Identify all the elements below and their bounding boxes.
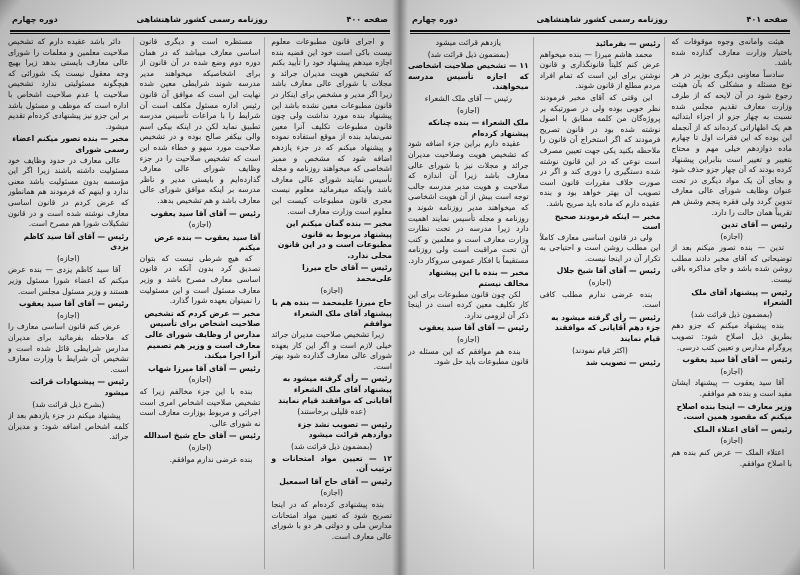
page-number: صفحه ۴۰۰ <box>346 14 388 24</box>
speaker-line: رئیس — رأی گرفته میشود به جزء دهم آقایانی که موافقند قیام نمایند <box>551 312 661 344</box>
stage-note: (بمضمون ذیل قرائت شد) <box>691 309 773 319</box>
speaker-line: وزیر معارف — اینجا بنده اصلاح میکنم که مقصود همین است. <box>676 401 792 422</box>
section-heading: رئیس — آقای ملک الشعراء <box>424 93 512 103</box>
paragraph: این وقتی که آقای مخبر فرمودند نظر خوبی بوده ولی در صورتیکه بر پروژه‌گان من کلمه مطابق با اصول نوشته شده بود در قانون تصریح فرمودند که اگر استخراج آن قانون را ملاحظه بکنید یکی جهت تعیین مصرف است نوعی که در این قانون نوشته شده دستگیری را دوری کند و اگر در صورت خلاف مقررات قانون است تصویب آن بهتر خواهد بود و بنده عقیده دارم که ماده باید صریح باشد. <box>539 92 661 208</box>
stage-note: (اجازه) <box>456 105 480 115</box>
paragraph: عقیده دارم براین جزء اضافه شود که تشخیص هویت وصلاحیت مدیران جرائد و مجلات نیز با شورای عالی معارف باشد زیرا آن اندازه که صلاحیت و هویت مدیر مدرسه جالب توجه است بیش از آن هویت اشخاصی که میخواهند مدیر روزنامه شوند و روزنامه و مجله تأسیس نمایند اهمیت دارد زیرا مدرسه در تحت نظارت وزارت معارف است و معلمین و کتب آن تحت مراقبت است ولی روزنامه مستقیماً با افکار عمومی سروکار دارد. <box>407 139 529 265</box>
text-column <box>671 37 792 569</box>
speaker-line: حاج میرزا علیمحمد — بنده هم با پیشنهاد آقای ملک الشعراء موافقم <box>272 298 392 329</box>
page-header <box>412 12 788 26</box>
volume-label: دوره چهارم <box>12 14 58 24</box>
stage-note: (اجازه) <box>188 442 212 452</box>
speaker-line: رئیس — آقای حاج آقا اسمعیل <box>279 476 392 486</box>
stage-note: (اجازه) <box>320 488 344 498</box>
speaker-line: رئیس — آقای آقا سید یعقوب <box>150 208 261 218</box>
speaker-line: رئیس — آقای تدین <box>721 220 792 230</box>
speaker-line: رئیس — آقای حاج شیخ اسدالله <box>143 431 261 441</box>
speaker-line: رئیس — تصویب نشد جزء دوازدهم قرائت میشود <box>297 419 392 440</box>
stage-note: (اجازه) <box>188 220 212 230</box>
stage-note: (اجازه) <box>720 436 744 446</box>
paragraph: عرض کنم قانون اساسی معارف را که ملاحظه بفرمائید برای مدیران مدارس شرایطی قائل شده است و تشخیص آن شرایط با وزارت معارف است. <box>7 322 129 374</box>
paragraph: بنده پیشنهادی کرده‌ام که در اینجا تصریح شود که تعیین مواد امتحانات مدارس ملی و دولتی هر دو با شورای عالی معارف است. <box>271 499 392 541</box>
paragraph: بنده با این جزء مخالفم زیرا که تشخیص صلاحیت اشخاص امری است اجرائی و مربوط بوزارت معارف است نه شورای عالی. <box>139 387 261 428</box>
paragraph: تدین — بنده تصور میکنم بعد از توضیحاتی که آقای مخبر دادند مطلب روشن شده باشد و جای مذاکره باقی نیست. <box>671 243 792 285</box>
paragraph: ولی در قانون اساسی معارف کاملاً این مطلب روشن است و احتیاجی به تکرار آن در اینجا نیست. <box>539 232 661 263</box>
paragraph: اعتلاء الملک — عرض کنم بنده هم با اصلاح موافقم. <box>671 447 792 468</box>
paragraph: عالی معارف در حدود وظایف خود مسئولیت داشته باشند زیرا اگر این مؤسسه بدون مسئولیت باشد معنی ندارد و اینهم که فرمودند هم همانطور که عرض کردم در قانون اساسی معارف نوشته شده است و در قانون تشکیلات شورا هم مصرح است. <box>7 155 129 229</box>
paragraph: لکن چون قانون مطبوعات برای این کار تکلیف معین کرده است در اینجا ذکر آن لزومی ندارد. <box>407 289 529 320</box>
speaker-line: رئیس — آقای آقا سید یعقوب <box>19 299 129 309</box>
text-columns <box>408 37 792 569</box>
speaker-line: آقا سید یعقوب — بنده عرض میکنم <box>154 232 261 253</box>
volume-label: دوره چهارم <box>412 14 458 24</box>
stage-note: (اجازه) <box>56 310 80 320</box>
speaker-line: رئیس — تصویب شد <box>585 358 661 368</box>
stage-note: (اجازه) <box>588 278 612 288</box>
stage-note: (اجازه) <box>56 253 80 263</box>
stage-note: (عده قلیلی برخاستند) <box>297 407 367 417</box>
speaker-line: رئیس — آقای آقا سید یعقوب <box>419 323 529 333</box>
speaker-line: مخبر — عرض کردم که تشخیص صلاحیت اشخاص برای تأسیس مدارس از وظایف شورای عالی معارف است و وزیر هم تصمیم آنرا اجرا میکند. <box>144 308 261 361</box>
section-heading: یازدهم قرائت میشود <box>435 38 501 47</box>
header-rule <box>410 30 790 34</box>
speaker-line: رئیس — آقای آقا شیخ جلال <box>556 266 661 276</box>
paragraph: بنده پیشنهاد میکنم که جزو دهم بطریق ذیل اصلاح شود: تصویب پروگرام مدارس و تعیین کتب درسی. <box>671 321 792 352</box>
paragraph: بنده عرضی ندارم موافقم. <box>169 454 253 464</box>
stage-note: (بمضمون ذیل قرائت شد) <box>291 441 373 451</box>
speaker-line: رئیس — آقای آقا میرزا شهاب <box>148 363 261 373</box>
stage-note: (اجازه) <box>188 375 212 385</box>
speaker-line: رئیس — آقای آقا سید یعقوب <box>682 355 792 365</box>
paragraph: سادساً معاونی دیگری بوزیر در هر نوع مسئله و مشکلی که بآن هیئت رجوع شود در آن لایحه که از طرف وزارت معارف تقدیم مجلس شده نسبت به چهار جزو از اجزاء ابتدائیه هم یک اظهاراتی کرده‌اند که از آنجمله این بوده که این فقرات اول تا چهارم ماده دوازدهم خیلی مهم و محتاج بتغییر و تغییر است بنابراین پیشنهاد کرده بودند که آن چهار جزو حذف شود و بجای آن یک مواد دیگری در تحت عنوان وظایف شورای عالی معارف تدوین گردد ولی فقره پنجم وشش هم تقریباً همان حالت را دارد. <box>671 69 792 217</box>
paragraph: مستظره است و دیگری قانون اساسی معارف میباشد که در همان دوره دوم وضع شده در آن قانون از برای اشخاصیکه میخواهند مدیر مدرسه شوند شرایطی معین شده نهایت این است که موافق آن قانون رئیس اداره مسئول مکلف است آن شرایط را با مراعات تأسیس مدرسه تطبیق نماید لکن در اینکه بیکی اسم والی بیکفر صالح بوده و در تشخیص صلاحیت مورد سهو و خطاء شده این است که تشخیص صلاحیت را در جزء وظایف شورای عالی معارف گذارده‌ایم و بایستی مدیر و ناظر مدرسه بر اینکه موافق شورای عالی معارف باشد و هم تشخیص بدهد. <box>139 37 261 205</box>
paragraph: بنده عرضی ندارم مطلب کافی است. <box>539 289 661 310</box>
stage-note: (اجازه) <box>720 366 744 376</box>
text-column <box>8 37 134 569</box>
bill-item: ۱۱ — تشخیص صلاحیت اشخاصی که اجازه تأسیس مدرسه میخواهند. <box>407 61 529 92</box>
page-number: صفحه ۴۰۱ <box>746 14 788 24</box>
speaker-line: رئیس — پیشنهادات قرائت میشود <box>30 377 129 397</box>
paragraph: بنده هم موافقم که این مسئله در قانون مطبوعات باید حل شود. <box>407 346 529 367</box>
text-column <box>408 37 534 569</box>
speaker-line: مخبر — بنده تصور میکنم اعضاء رسمی شورای <box>12 134 129 154</box>
stage-note: (بمضمون ذیل قرائت شد) <box>427 49 509 59</box>
text-column <box>271 37 392 569</box>
stage-note: (بشرح ذیل قرائت شد) <box>32 399 105 409</box>
speaker-line: رئیس — بفرمائید <box>595 39 661 48</box>
speaker-line: رئیس — آقای حاج میرزا علی‌محمد <box>302 263 392 284</box>
speaker-line: مخبر — بنده با این پیشنهاد مخالف نیستم <box>428 268 529 289</box>
speaker-line: رئیس — پیشنهاد آقای ملک الشعراء <box>691 287 792 308</box>
speaker-line: رئیس — آقای آقا سید کاظم یزدی <box>23 231 129 252</box>
speaker-line: مخبر — اینکه فرمودند صحیح است <box>554 211 661 232</box>
paragraph: هیئت وامانه‌ی وجوه موقوفات که باختیار وزارت معارف گذارده شده باشد. <box>671 37 792 68</box>
text-columns <box>8 37 392 569</box>
speaker-line: مخبر — بنده گمان میکنم این پیشنهاد مربوط به قانون مطبوعات است و در این قانون محلی ندارد. <box>277 219 392 260</box>
paragraph: و اجرای قانون مطبوعات معلوم نیست باکی است خود این قضیه بنده اجازه میدهم پیشنهاد خود را تأیید بکنم که تشخیص هویت مدیران جرائد و مجلات با شورای عالی معارف باشد زیرا اگر مدیر و مشخص برای اینکار در قانون مطبوعات معین نشده باشد این پیشنهاد بنده مورد نداشت ولی چون قانون مطبوعات تکلیف آنرا معین نمی‌نماید بنده از موقع استفاده نموده و پیشنهاد میکنم که در جزء یازدهم اضافه شود که مشخص و ممیز اشخاصی که میخواهند روزنامه و مجله تأسیس نمایند شورای عالی معارف باشد واینکه میفرمائید معلوم نیست مجری قانون مطبوعات کیست این معلوم است وزارت معارف است. <box>271 37 392 216</box>
paragraph: پیشنهاد میکنم در جزء یازدهم بعد از کلمه اشخاص اضافه شود: و مدیران جرائد. <box>7 411 129 442</box>
right-page <box>400 0 800 575</box>
paragraph: که هیچ شرطی نیست که بتوان تصدیق کرد بدون آنکه در قانون اساسی معارف مصرح باشد و وزیر معارف مسئول است و این مسئولیت را نمیتوان بعهده شورا گذارد. <box>139 253 261 306</box>
paragraph: محمد هاشم میرزا — بنده میخواهم عرض کنم کلیتاً قانونگذاری و قانون نوشتن برای این است که تمام افراد مردم مطلع از قانون شوند. <box>539 49 661 91</box>
speaker-line: ملک الشعراء — بنده چنانکه پیشنهاد کرده‌ام <box>428 118 529 138</box>
paragraph: دائر باشد عقیده دارم که تشخیص صلاحیت معلمین و معلمات را شورای عالی معارف بایستی بدهد زیرا بهیچ وجه معقول نیست یک شورائی که هیچگونه مسئولیتی ندارد تشخیص صلاحیت یا عدم صلاحیت اشخاص با اداره است که موظف و مسئول باشد بر این جزو نیز پیشنهادی کرده‌ام تقدیم میشود. <box>7 37 129 131</box>
stage-note: (اجازه) <box>456 335 480 345</box>
header-rule <box>10 30 390 34</box>
text-column <box>140 37 266 569</box>
text-column <box>540 37 666 569</box>
paragraph: آقا سید کاظم یزدی — بنده عرض میکنم که اعضاء شورا مسئول وزیر هستند و وزیر مسئول مجلس است. <box>7 265 129 296</box>
speaker-line: رئیس — رأی گرفته میشود به پیشنهاد آقای ملک الشعراء آقایانی که موافقند قیام نمایند <box>278 374 392 405</box>
paragraph: زیرا تشخیص صلاحیت مدیران جرائد خیلی لازم است و اگر این کار بعهده شورای عالی معارف گذارده شود بهتر است. <box>271 330 392 371</box>
stage-note: (اکثر قیام نمودند) <box>572 345 628 355</box>
stage-note: (اجازه) <box>320 285 344 295</box>
bill-item: ۱۲ — تعیین مواد امتحانات و ترتیب آن. <box>271 453 392 474</box>
speaker-line: رئیس — آقای اعتلاء الملک <box>693 424 792 434</box>
paragraph: آقا سید یعقوب — پیشنهاد ایشان مفید است و بنده هم موافقم. <box>671 378 792 398</box>
newspaper-title: روزنامه رسمی کشور شاهنشاهی <box>536 14 668 24</box>
stage-note: (اجازه) <box>720 231 744 241</box>
page-header <box>12 12 388 26</box>
newspaper-title: روزنامه رسمی کشور شاهنشاهی <box>136 14 268 24</box>
